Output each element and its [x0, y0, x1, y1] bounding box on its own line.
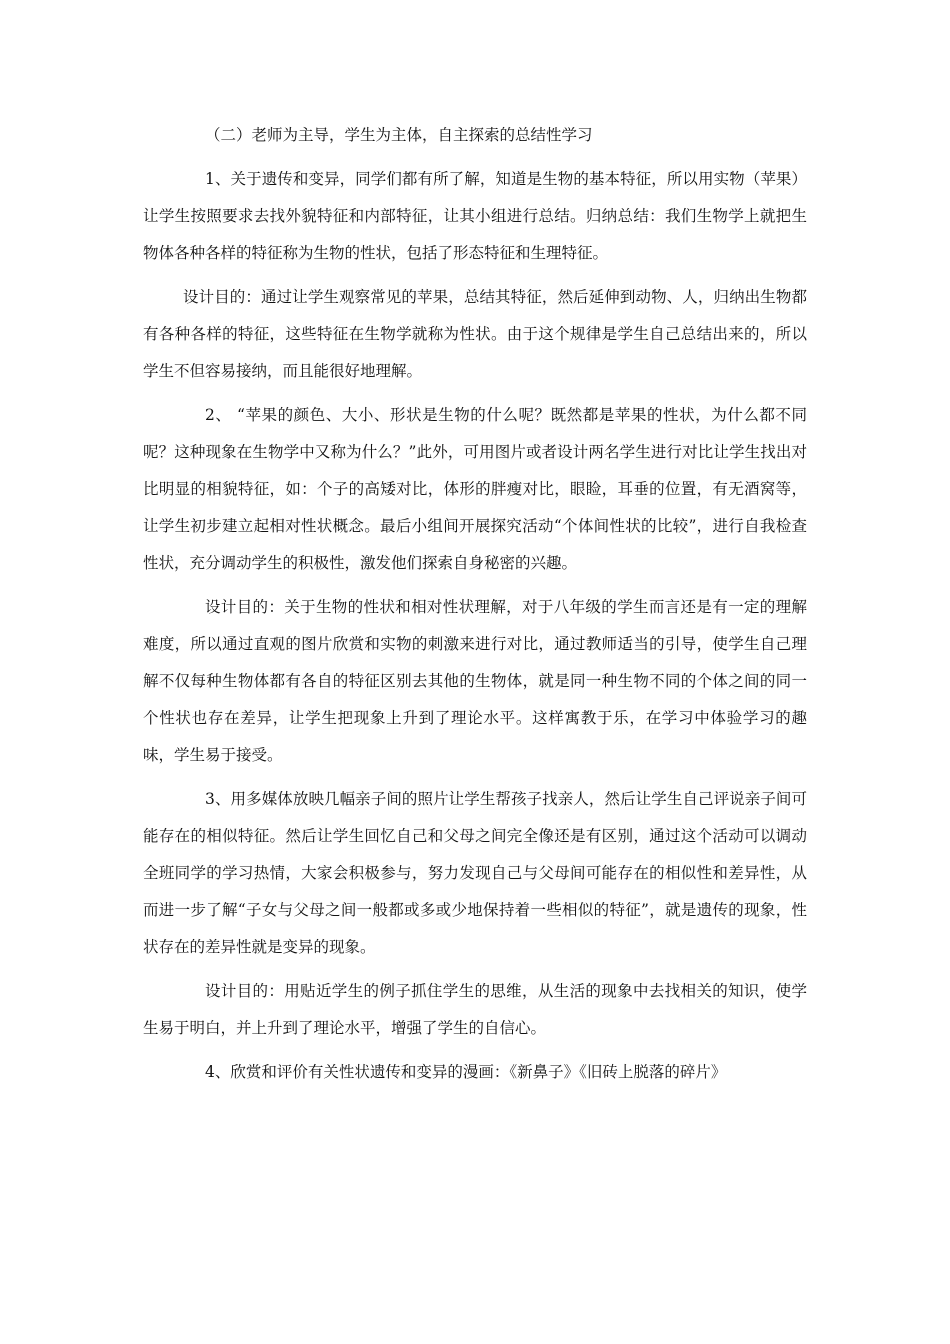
paragraph-item-2: 2、 “苹果的颜色、大小、形状是生物的什么呢？既然都是苹果的性状，为什么都不同呢？这种现象在生物学中又称为什么？”此外，可用图片或者设计两名学生进行对比让学生找出对比明显的相貌特征，如：个子的高矮对比，体形的胖瘦对比，眼睑，耳垂的位置，有无酒窝等，让学生初步建立起相对性状概念。最后小组间开展探究活动“个体间性状的比较”，进行自我检查性状，充分调动学生的积极性，激发他们探索自身秘密的兴趣。 — [143, 406, 807, 572]
paragraph-design-purpose-2: 设计目的：关于生物的性状和相对性状理解，对于八年级的学生而言还是有一定的理解难度，所以通过直观的图片欣赏和实物的刺激来进行对比，通过教师适当的引导，使学生自己理解不仅每种生物体都有各自的特征区别去其他的生物体，就是同一种生物不同的个体之间的同一个性状也存在差异，让学生把现象上升到了理论水平。这样寓教于乐，在学习中体验学习的趣味，学生易于接受。 — [143, 598, 807, 764]
paragraph-item-4: 4、欣赏和评价有关性状遗传和变异的漫画：《新鼻子》《旧砖上脱落的碎片》 — [205, 1063, 727, 1081]
paragraph-item-1: 1、关于遗传和变异，同学们都有所了解，知道是生物的基本特征，所以用实物（苹果）让学生按照要求去找外貌特征和内部特征，让其小组进行总结。归纳总结：我们生物学上就把生物体各种各样的特征称为生物的性状，包括了形态特征和生理特征。 — [143, 170, 807, 262]
paragraph-design-purpose-3: 设计目的：用贴近学生的例子抓住学生的思维，从生活的现象中去找相关的知识，使学生易于明白，并上升到了理论水平，增强了学生的自信心。 — [143, 982, 807, 1037]
paragraph-item-3: 3、用多媒体放映几幅亲子间的照片让学生帮孩子找亲人，然后让学生自己评说亲子间可能存在的相似特征。然后让学生回忆自己和父母之间完全像还是有区别，通过这个活动可以调动全班同学的学习热情，大家会积极参与，努力发现自己与父母间可能存在的相似性和差异性，从而进一步了解“子女与父母之间一般都或多或少地保持着一些相似的特征”，就是遗传的现象，性状存在的差异性就是变异的现象。 — [143, 790, 807, 956]
document-body — [143, 117, 807, 1098]
paragraph-design-purpose-1: 设计目的：通过让学生观察常见的苹果，总结其特征，然后延伸到动物、人，归纳出生物都有各种各样的特征，这些特征在生物学就称为性状。由于这个规律是学生自己总结出来的，所以学生不但容易接纳，而且能很好地理解。 — [143, 288, 807, 380]
section-heading: （二）老师为主导，学生为主体，自主探索的总结性学习 — [205, 126, 593, 144]
